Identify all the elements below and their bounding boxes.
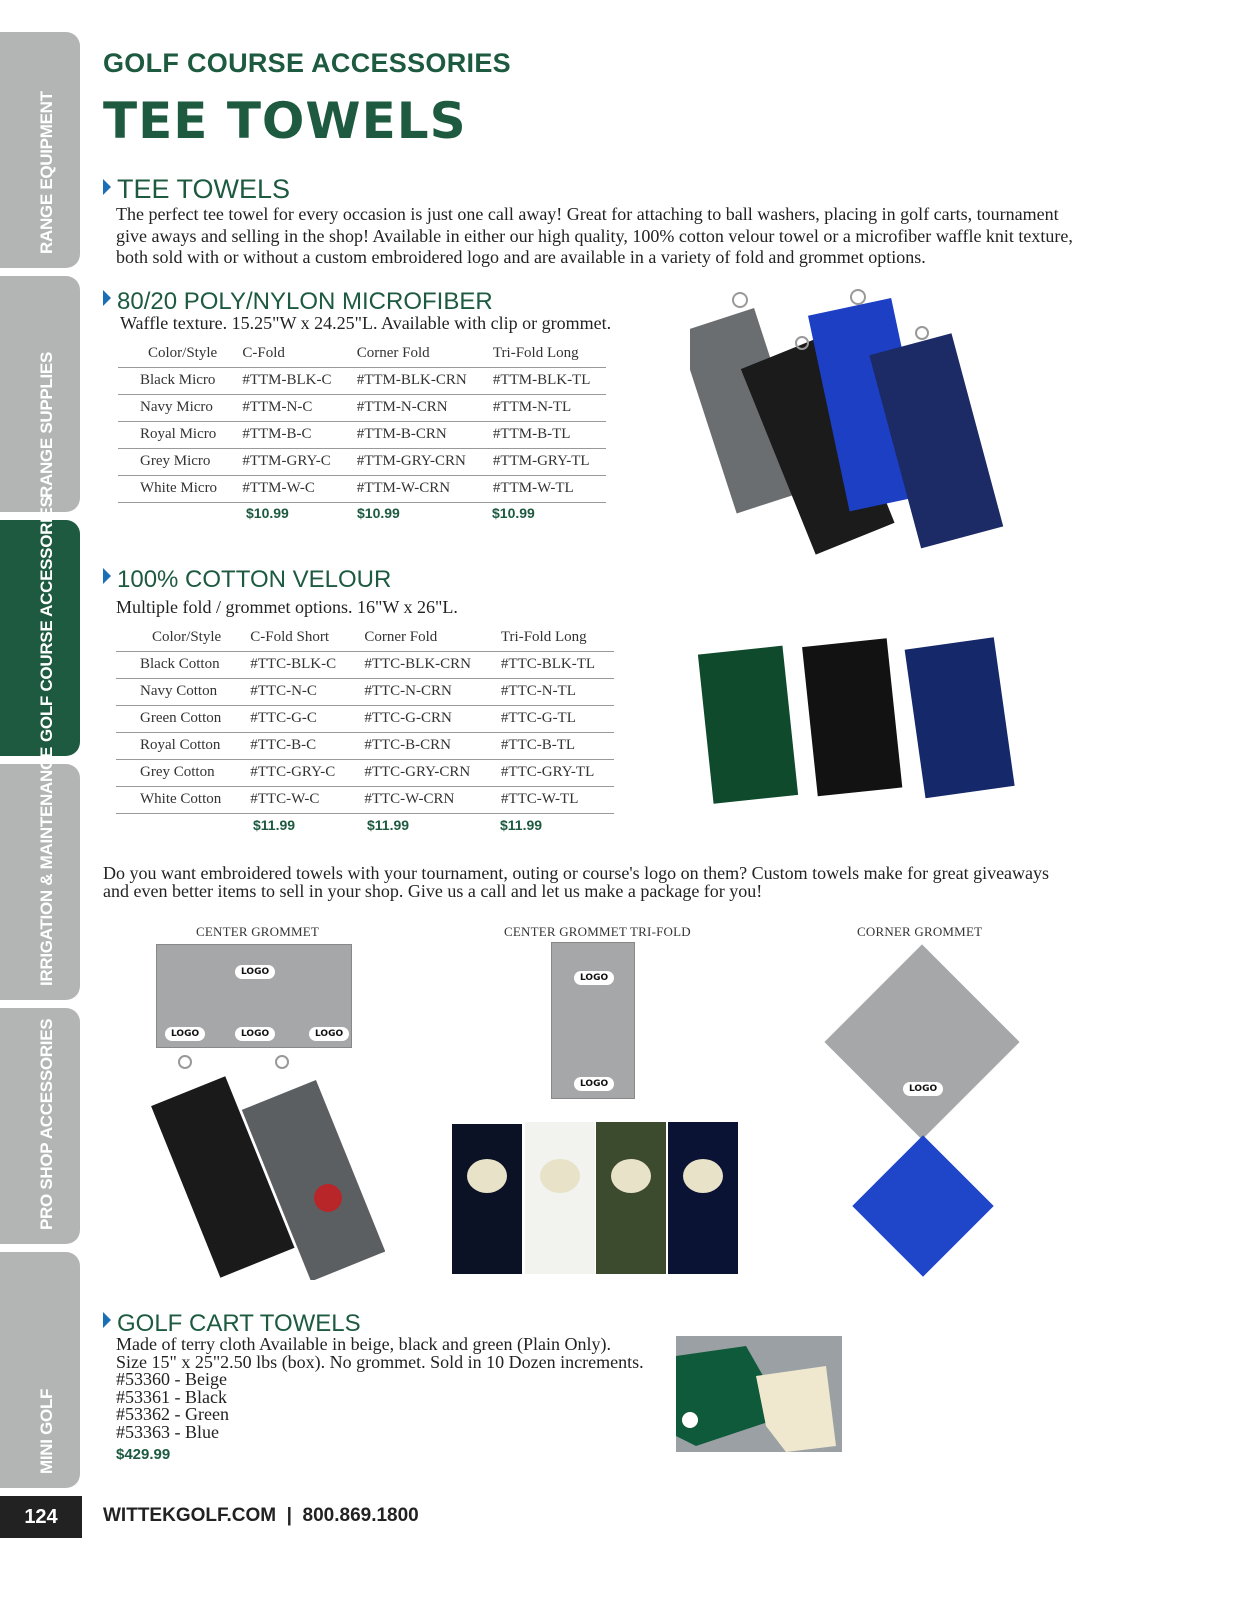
logo-placeholder: LOGO: [235, 965, 275, 979]
cart-towels-price: $429.99: [116, 1446, 171, 1463]
cart-towels-heading: GOLF CART TOWELS: [103, 1310, 361, 1338]
triangle-bullet-icon: [103, 1312, 111, 1328]
cart-towels-details: [116, 1336, 644, 1441]
table-row: White Micro #TTM-W-C #TTM-W-CRN #TTM-W-TL: [118, 475, 606, 502]
cart-line: Made of terry cloth Available in beige, black and green (Plain Only).: [116, 1334, 611, 1354]
microfiber-heading: 80/20 POLY/NYLON MICROFIBER: [103, 288, 493, 316]
option-label-corner-grommet: CORNER GROMMET: [857, 924, 983, 939]
side-tab-label: GOLF COURSE ACCESSORIES: [37, 496, 56, 742]
price-tri-fold: $10.99: [492, 505, 535, 521]
price-tri-fold-long: $11.99: [500, 817, 543, 833]
table-row: Black Micro #TTM-BLK-C #TTM-BLK-CRN #TTM-BLK-TL: [118, 367, 606, 394]
side-tab-label: MINI GOLF: [37, 1388, 56, 1474]
option-label-center-grommet-tri-fold: CENTER GROMMET TRI-FOLD: [504, 924, 691, 939]
side-tab-irrigation-maintenance[interactable]: [0, 747, 80, 1000]
price-c-fold: $10.99: [246, 505, 289, 521]
cart-sku: #53362 - Green: [116, 1404, 229, 1424]
table-row: Green Cotton #TTC-G-C #TTC-G-CRN #TTC-G-TL: [116, 705, 614, 732]
side-tab-label: RANGE SUPPLIES: [37, 352, 56, 498]
table-header-row: Color/Style C-Fold Short Corner Fold Tri-Fold Long: [152, 628, 587, 645]
table-row: Black Cotton #TTC-BLK-C #TTC-BLK-CRN #TTC-BLK-TL: [116, 651, 614, 678]
footer-contact: WITTEKGOLF.COM | 800.869.1800: [103, 1505, 419, 1526]
side-tab-range-equipment[interactable]: [0, 32, 80, 268]
logo-placeholder: LOGO: [903, 1082, 943, 1096]
velour-sku-table: [116, 624, 614, 814]
royal-corner-towel-image: [852, 1135, 993, 1276]
embroidered-tri-fold-towels-image: [450, 1118, 742, 1278]
embroidered-microfiber-towels-image: [150, 1050, 385, 1280]
side-tab-pro-shop-accessories[interactable]: [0, 1008, 80, 1244]
table-row: Navy Micro #TTM-N-C #TTM-N-CRN #TTM-N-TL: [118, 394, 606, 421]
side-tab-range-supplies[interactable]: [0, 276, 80, 512]
page-number: 124: [0, 1496, 82, 1538]
logo-placeholder: LOGO: [165, 1027, 205, 1041]
microfiber-desc: Waffle texture. 15.25"W x 24.25"L. Available with clip or grommet.: [120, 313, 612, 333]
side-tab-golf-course-accessories[interactable]: [0, 496, 80, 756]
triangle-bullet-icon: [103, 568, 111, 584]
page-title: TEE TOWELS: [103, 92, 467, 150]
logo-placeholder: LOGO: [574, 1077, 614, 1091]
custom-towels-text: Do you want embroidered towels with your tournament, outing or course's logo on them? Custom towels make for great giveaways and even better items to sell in your shop. Give us a call and let us make a package for you!: [103, 863, 1050, 901]
microfiber-sku-table: [118, 340, 606, 503]
option-label-center-grommet: CENTER GROMMET: [196, 924, 320, 939]
side-tab-label: RANGE EQUIPMENT: [37, 91, 56, 254]
side-tab-label: IRRIGATION & MAINTENANCE: [37, 747, 56, 986]
table-row: Grey Cotton #TTC-GRY-C #TTC-GRY-CRN #TTC-GRY-TL: [116, 759, 614, 786]
logo-placeholder: LOGO: [309, 1027, 349, 1041]
cart-line: Size 15" x 25"2.50 lbs (box). No grommet. Sold in 10 Dozen increments.: [116, 1351, 644, 1372]
velour-heading: 100% COTTON VELOUR: [103, 566, 391, 594]
table-row: White Cotton #TTC-W-C #TTC-W-CRN #TTC-W-TL: [116, 786, 614, 813]
velour-desc: Multiple fold / grommet options. 16"W x 26"L.: [116, 597, 458, 617]
table-row: Royal Cotton #TTC-B-C #TTC-B-CRN #TTC-B-TL: [116, 732, 614, 759]
cart-sku: #53363 - Blue: [116, 1421, 219, 1442]
table-row: Grey Micro #TTM-GRY-C #TTM-GRY-CRN #TTM-GRY-TL: [118, 448, 606, 475]
section-kicker: GOLF COURSE ACCESSORIES: [103, 48, 511, 78]
table-row: Navy Cotton #TTC-N-C #TTC-N-CRN #TTC-N-TL: [116, 678, 614, 705]
side-tab-mini-golf[interactable]: [0, 1252, 80, 1488]
price-corner-fold: $10.99: [357, 505, 400, 521]
table-row: Royal Micro #TTM-B-C #TTM-B-CRN #TTM-B-TL: [118, 421, 606, 448]
cart-sku: #53360 - Beige: [116, 1369, 227, 1389]
microfiber-towels-image: [690, 285, 1020, 575]
cart-towels-image: [676, 1336, 842, 1452]
center-grommet-diagram: [156, 944, 352, 1048]
velour-towels-image: [695, 630, 1035, 810]
intro-heading: TEE TOWELS: [103, 174, 290, 205]
price-c-fold-short: $11.99: [253, 817, 296, 833]
corner-grommet-diagram: [824, 944, 1019, 1139]
table-header-row: Color/Style C-Fold Corner Fold Tri-Fold Long: [148, 344, 579, 361]
side-tab-label: PRO SHOP ACCESSORIES: [37, 1018, 56, 1230]
triangle-bullet-icon: [103, 179, 111, 195]
cart-sku: #53361 - Black: [116, 1386, 227, 1407]
tri-fold-diagram: [551, 942, 635, 1099]
logo-placeholder: LOGO: [574, 971, 614, 985]
intro-text: The perfect tee towel for every occasion is just one call away! Great for attaching to ball washers, placing in golf carts, tournament give aways and selling in the shop! Available in either our high quality, 100% cotton velour towel or a microfiber waffle knit texture, both sold with or without a custom embroidered logo and are available in a variety of fold and grommet options.: [116, 204, 1073, 267]
price-corner-fold: $11.99: [367, 817, 410, 833]
logo-placeholder: LOGO: [235, 1027, 275, 1041]
triangle-bullet-icon: [103, 290, 111, 306]
